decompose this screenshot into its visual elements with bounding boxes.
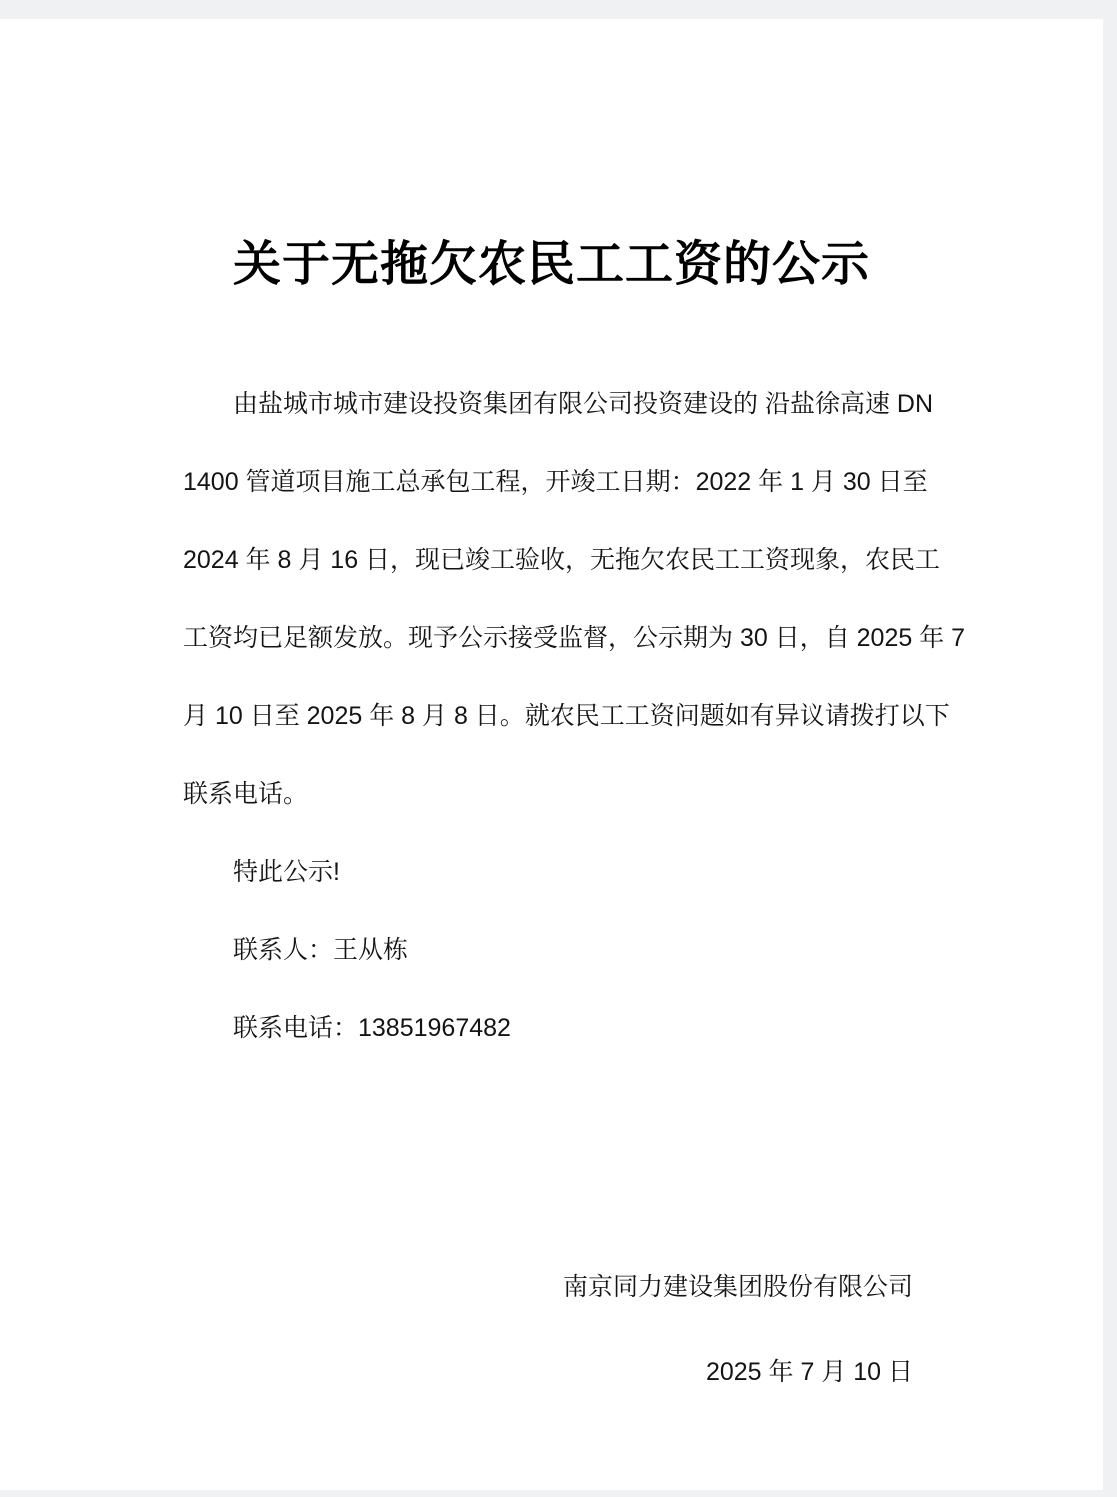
body-line-6: 联系电话。 <box>183 780 309 808</box>
document-body <box>183 365 966 1067</box>
body-line-2: 1400 管道项目施工总承包工程，开竣工日期：2022 年 1 月 30 日至 <box>183 468 928 496</box>
contact-person-line: 联系人：王从栋 <box>233 936 409 964</box>
closing-line: 特此公示! <box>233 858 340 886</box>
body-line-4: 工资均已足额发放。现予公示接受监督，公示期为 30 日，自 2025 年 7 <box>183 624 966 652</box>
document-title: 关于无拖欠农民工工资的公示 <box>232 238 870 291</box>
contact-phone-line: 联系电话：13851967482 <box>233 1014 511 1042</box>
body-line-3: 2024 年 8 月 16 日，现已竣工验收，无拖欠农民工工资现象，农民工 <box>183 546 941 574</box>
body-line-5: 月 10 日至 2025 年 8 月 8 日。就农民工工资问题如有异议请拨打以下 <box>183 702 950 730</box>
signature-block <box>563 1261 913 1398</box>
signature-date: 2025 年 7 月 10 日 <box>705 1358 913 1386</box>
document-page <box>0 19 1103 1490</box>
body-line-1: 由盐城市城市建设投资集团有限公司投资建设的 沿盐徐高速 DN <box>233 390 934 418</box>
company-name: 南京同力建设集团股份有限公司 <box>562 1273 913 1301</box>
